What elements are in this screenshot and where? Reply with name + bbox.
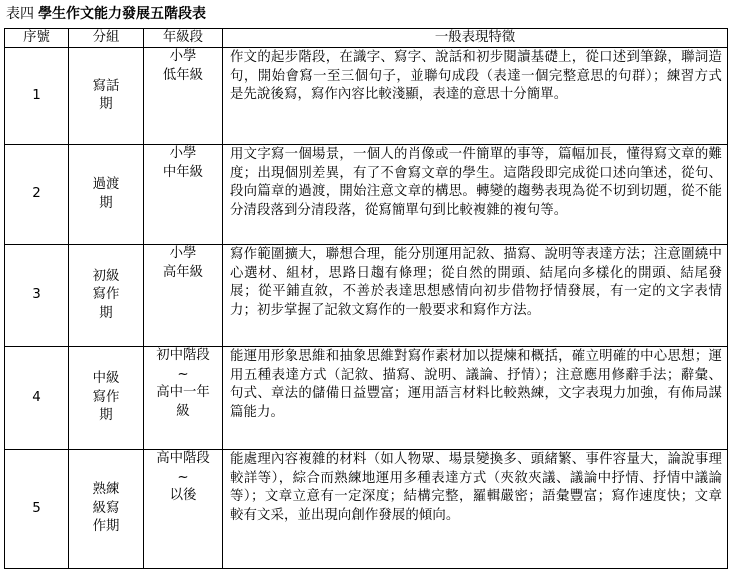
row-desc: 能處理內容複雜的材料（如人物眾、場景變換多、頭緒繁、事件容量大，論說事理較詳等），綜合而熟練地運用多種表達方式（夾敘夾議、議論中抒情、抒情中議論等）；文章立意有一定深度；結構完整，羅輯嚴密；語彙豐富；寫作速度快；文章較有文采，並出現向創作發展的傾向。 — [223, 450, 728, 569]
header-desc: 一般表現特徵 — [223, 29, 728, 48]
row-group: 過渡 期 — [69, 145, 144, 245]
row-no: 5 — [5, 450, 69, 569]
table-row — [5, 145, 728, 245]
row-no: 1 — [5, 48, 69, 145]
table-row — [5, 245, 728, 347]
row-desc: 作文的起步階段，在識字、寫字、說話和初步閱讀基礎上，從口述到筆錄，聯詞造句，開始會寫一至三個句子，並聯句成段（表達一個完整意思的句群）；練習方式是先說後寫，寫作內容比較淺顯，表達的意思十分簡單。 — [223, 48, 728, 145]
table-row — [5, 347, 728, 450]
row-no: 4 — [5, 347, 69, 450]
row-desc: 寫作範圍擴大，聯想合理，能分別運用記敘、描寫、說明等表達方法；注意圍繞中心選材、組材，思路日趨有條理；從自然的開頭、結尾向多樣化的開頭、結尾發展；從平鋪直敘，不善於表達思想感情向初步借物抒情發展，有一定的文字表情力；初步掌握了記敘文寫作的一般要求和寫作方法。 — [223, 245, 728, 347]
row-group: 熟練 級寫 作期 — [69, 450, 144, 569]
row-group: 中級 寫作 期 — [69, 347, 144, 450]
row-grade: 小學 中年級 — [144, 145, 223, 245]
header-grade: 年級段 — [144, 29, 223, 48]
row-grade: 初中階段 ~ 高中一年 級 — [144, 347, 223, 450]
header-no: 序號 — [5, 29, 69, 48]
table-caption — [6, 4, 206, 24]
row-grade: 高中階段 ~ 以後 — [144, 450, 223, 569]
table-title: 學生作文能力發展五階段表 — [38, 6, 206, 22]
table-number: 表四 — [6, 6, 34, 22]
header-group: 分組 — [69, 29, 144, 48]
stages-table — [4, 28, 728, 569]
row-group: 初級 寫作 期 — [69, 245, 144, 347]
header-row — [5, 29, 728, 48]
row-group: 寫話 期 — [69, 48, 144, 145]
row-no: 3 — [5, 245, 69, 347]
row-desc: 用文字寫一個場景，一個人的肖像或一件簡單的事等，篇幅加長，懂得寫文章的難度；出現個別差異，有了不會寫文章的學生。這階段即完成從口述向筆述，從句、段向篇章的過渡，開始注意文章的構思。轉變的趨勢表現為從不切到切題，從不能分清段落到分清段落，從寫簡單句到比較複雜的複句等。 — [223, 145, 728, 245]
row-grade: 小學 高年級 — [144, 245, 223, 347]
row-grade: 小學 低年級 — [144, 48, 223, 145]
table-row — [5, 48, 728, 145]
row-no: 2 — [5, 145, 69, 245]
row-desc: 能運用形象思維和抽象思維對寫作素材加以提煉和概括，確立明確的中心思想；運用五種表達方式（記敘、描寫、說明、議論、抒情）；注意應用修辭手法；辭彙、句式、章法的儲備日益豐富；運用語言材料比較熟練，文字表現力加強，有佈局謀篇能力。 — [223, 347, 728, 450]
